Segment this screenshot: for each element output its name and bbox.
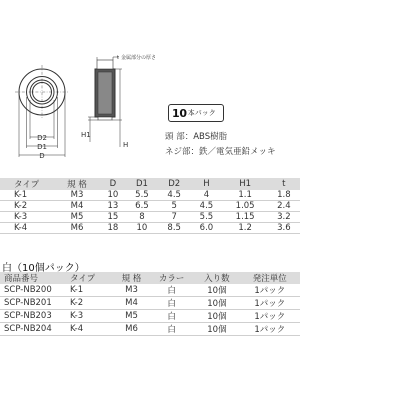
- cell-product-number: SCP-NB201: [4, 298, 52, 308]
- table-row: [0, 297, 300, 310]
- table-row: [0, 223, 300, 234]
- cell-d1: 8: [139, 212, 145, 222]
- header-t: t: [282, 179, 286, 189]
- header-quantity: 入り数: [204, 274, 230, 284]
- dimension-table: [0, 178, 300, 234]
- cell-d: 10: [107, 190, 119, 200]
- cell-product-number: SCP-NB204: [4, 324, 52, 334]
- table-row: [0, 284, 300, 297]
- cell-d2: 8.5: [167, 223, 181, 233]
- header-order-unit: 発注単位: [252, 274, 287, 284]
- cell-order-unit: 1パック: [254, 325, 286, 335]
- t-label: t: [117, 55, 119, 61]
- header-h1: H1: [239, 179, 252, 189]
- thickness-note: 金属部分の厚さ: [121, 55, 157, 61]
- cell-h1: 1.2: [238, 223, 252, 233]
- table-row: [0, 310, 300, 323]
- cell-h: 5.5: [199, 212, 214, 222]
- cell-quantity: 10個: [207, 286, 227, 296]
- product-table: [0, 272, 300, 336]
- cell-color: 白: [167, 325, 176, 335]
- cell-d2: 4.5: [167, 190, 181, 200]
- dimension-table-header: [0, 178, 300, 190]
- cell-color: 白: [167, 286, 176, 296]
- cell-h1: 1.15: [235, 212, 255, 222]
- h-label: H: [123, 141, 129, 149]
- cell-order-unit: 1パック: [254, 286, 286, 296]
- d2-label: D2: [37, 134, 47, 142]
- pack-badge: [168, 104, 224, 122]
- cell-standard: M5: [125, 311, 138, 321]
- header-h: H: [203, 179, 210, 189]
- cell-d1: 10: [136, 223, 148, 233]
- cell-product-number: SCP-NB200: [4, 285, 52, 295]
- cell-type: K-2: [70, 298, 84, 308]
- cell-type: K-4: [14, 223, 28, 233]
- d1-label: D1: [37, 143, 47, 151]
- header-product-number: 商品番号: [4, 274, 39, 284]
- cell-standard: M6: [125, 324, 138, 334]
- table-row: [0, 201, 300, 212]
- cell-h1: 1.05: [235, 201, 255, 211]
- cell-standard: M4: [125, 298, 138, 308]
- cell-d2: 7: [171, 212, 177, 222]
- cell-type: K-1: [70, 285, 84, 295]
- cell-t: 3.6: [277, 223, 291, 233]
- cell-quantity: 10個: [207, 312, 227, 322]
- nut-technical-drawing: [0, 40, 160, 170]
- cell-product-number: SCP-NB203: [4, 311, 52, 321]
- cell-color: 白: [167, 299, 176, 309]
- cell-t: 1.8: [277, 190, 291, 200]
- cell-standard: M6: [70, 223, 84, 233]
- cell-d2: 5: [171, 201, 177, 211]
- cell-type: K-1: [14, 190, 28, 200]
- header-d2: D2: [168, 179, 181, 189]
- cell-order-unit: 1パック: [254, 299, 286, 309]
- cell-standard: M3: [70, 190, 84, 200]
- spec-screw-material: ネジ部：鉄／電気亜鉛メッキ: [165, 147, 276, 157]
- cell-standard: M4: [70, 201, 84, 211]
- product-table-header: [0, 272, 300, 284]
- cell-quantity: 10個: [207, 325, 227, 335]
- cell-d1: 6.5: [135, 201, 149, 211]
- header-type: タイプ: [14, 180, 40, 190]
- header-standard: 規 格: [67, 180, 87, 190]
- pack-unit: 本パック: [187, 109, 216, 117]
- spec-head-material: 頭 部：ABS樹脂: [165, 132, 228, 142]
- cell-h: 6.0: [199, 223, 214, 233]
- h1-label: H1: [81, 131, 91, 139]
- table-row: [0, 323, 300, 336]
- cell-type: K-3: [14, 212, 28, 222]
- header-color: カラー: [158, 274, 185, 284]
- cell-color: 白: [167, 312, 176, 322]
- cell-d: 18: [107, 223, 119, 233]
- header-standard: 規 格: [121, 274, 142, 284]
- cell-d: 13: [107, 201, 119, 211]
- cell-quantity: 10個: [207, 299, 227, 309]
- table-row: [0, 212, 300, 223]
- header-type: タイプ: [70, 274, 96, 284]
- cell-order-unit: 1パック: [254, 312, 286, 322]
- cell-type: K-4: [70, 324, 84, 334]
- cell-h: 4: [203, 190, 210, 200]
- cell-type: K-3: [70, 311, 84, 321]
- cell-standard: M3: [125, 285, 138, 295]
- nut-side-view: [95, 60, 115, 120]
- product-section-title: 白（10個パック）: [2, 263, 85, 274]
- cell-t: 3.2: [277, 212, 291, 222]
- nut-front-view: [15, 65, 69, 119]
- pack-count: 10: [172, 106, 187, 120]
- cell-t: 2.4: [277, 201, 291, 211]
- cell-d1: 5.5: [135, 190, 149, 200]
- cell-standard: M5: [70, 212, 84, 222]
- table-row: [0, 190, 300, 201]
- header-d1: D1: [135, 179, 148, 189]
- cell-type: K-2: [14, 201, 28, 211]
- cell-h1: 1.1: [238, 190, 252, 200]
- header-d: D: [109, 179, 117, 189]
- cell-d: 15: [107, 212, 119, 222]
- cell-h: 4.5: [199, 201, 214, 211]
- d-label: D: [39, 152, 45, 160]
